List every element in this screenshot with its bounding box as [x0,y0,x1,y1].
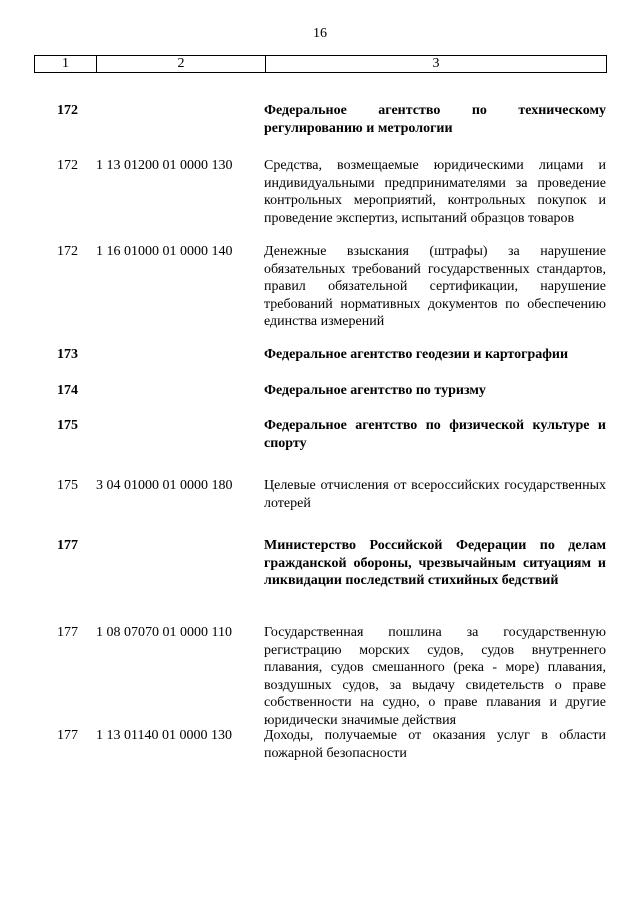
administrator-code: 172 [57,158,78,173]
budget-classification-code: 1 13 01200 01 0000 130 [96,158,233,173]
entry-description: Министерство Российской Федерации по делам гражданской обороны, чрезвычайным ситуациям и ликвидации последствий стихийных бедствий [264,538,606,588]
entry-description: Федеральное агентство по техническому регулированию и метрологии [264,103,606,136]
administrator-code: 177 [57,728,78,743]
column-header-row [34,55,607,73]
entry-description: Федеральное агентство по физической культуре и спорту [264,418,606,451]
entry-description: Федеральное агентство по туризму [264,383,486,398]
column-header-2: 2 [97,56,266,72]
column-header-1: 1 [35,56,97,72]
administrator-code: 174 [57,383,78,398]
entry-description: Целевые отчисления от всероссийских государственных лотерей [264,478,606,511]
entry-description: Государственная пошлина за государственную регистрацию морских судов, судов внутреннего плавания, судов смешанного (река - море) плавания, воздушных судов, за выдачу свидетельств о праве собственности на судно, о праве плавания и другие юридически значимые действия [264,625,606,728]
administrator-code: 177 [57,625,78,640]
entry-description: Денежные взыскания (штрафы) за нарушение обязательных требований государственных стандартов, правил обязательной сертификации, нарушение требований нормативных документов по обеспечению единства измерений [264,244,606,329]
entry-description: Средства, возмещаемые юридическими лицами и индивидуальными предпринимателями за проведение контрольных мероприятий, контрольных покупок и проведение экспертиз, испытаний образцов товаров [264,158,606,226]
budget-classification-code: 1 13 01140 01 0000 130 [96,728,232,743]
administrator-code: 172 [57,244,78,259]
entry-description: Федеральное агентство геодезии и картографии [264,347,569,362]
administrator-code: 177 [57,538,78,553]
administrator-code: 175 [57,478,78,493]
budget-classification-code: 1 16 01000 01 0000 140 [96,244,233,259]
budget-classification-code: 3 04 01000 01 0000 180 [96,478,233,493]
entry-description: Доходы, получаемые от оказания услуг в области пожарной безопасности [264,728,606,761]
administrator-code: 173 [57,347,78,362]
administrator-code: 175 [57,418,78,433]
budget-classification-code: 1 08 07070 01 0000 110 [96,625,232,640]
page-number: 16 [313,26,327,41]
column-header-3: 3 [432,56,440,71]
administrator-code: 172 [57,103,78,118]
